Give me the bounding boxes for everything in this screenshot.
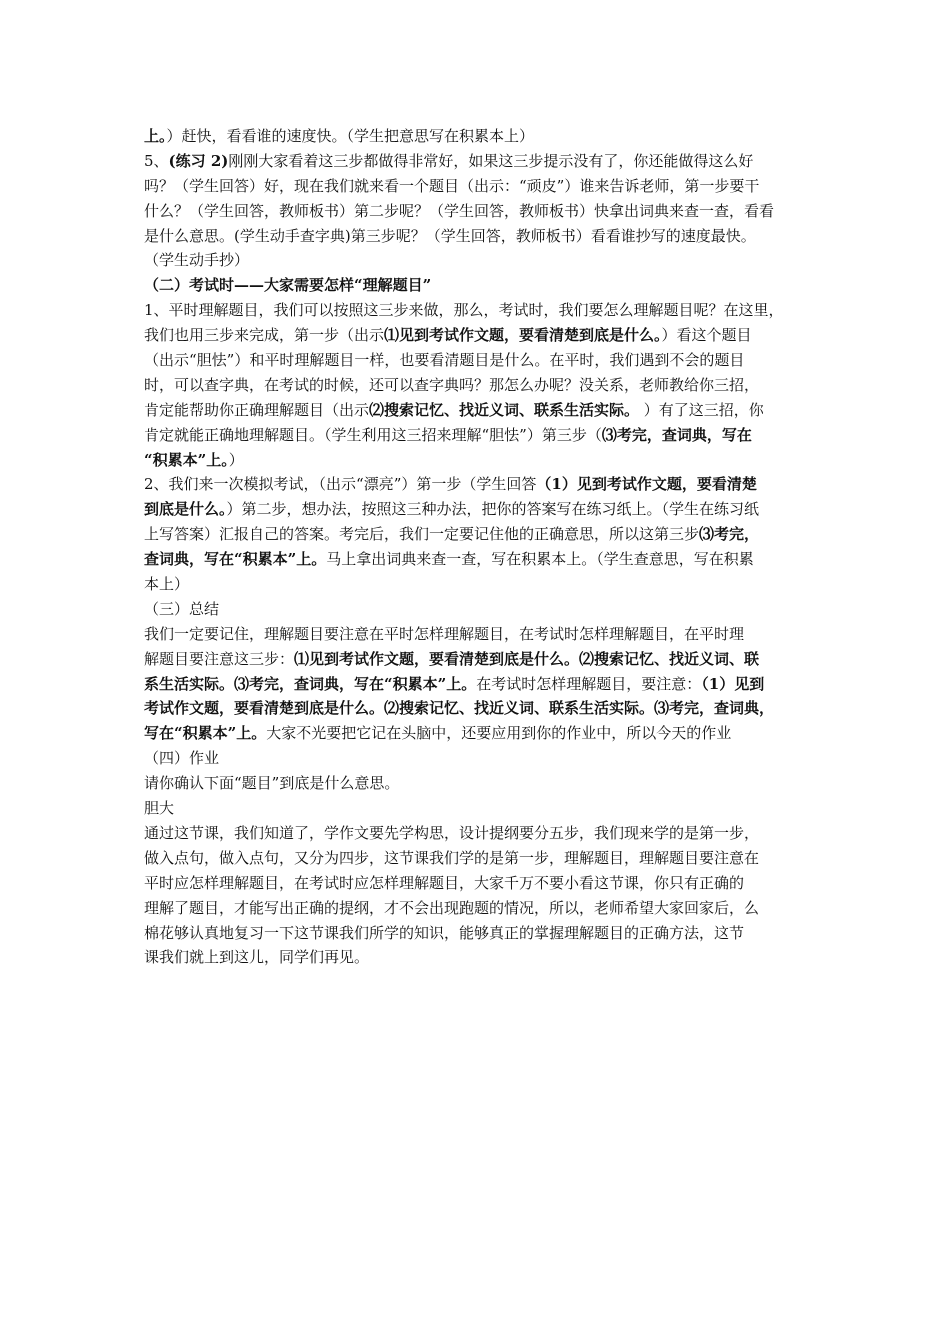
text-line: [144, 472, 810, 497]
text-line: [144, 298, 810, 323]
text-line: [144, 746, 810, 771]
text-line: [144, 398, 810, 423]
text-run: 什么？（学生回答，教师板书）第二步呢？（学生回答，教师板书）快拿出词典来查一查，看看: [144, 201, 775, 220]
text-run: 肯定能帮助你正确理解题目（出示: [144, 400, 370, 419]
text-line: [144, 622, 810, 647]
text-line: [144, 448, 810, 473]
text-line: [144, 846, 810, 871]
text-run: （三）总结: [144, 599, 220, 618]
text-run: 时，可以查字典，在考试的时候，还可以查字典吗？那怎么办呢？没关系，老师教给你三招，: [144, 375, 760, 394]
bold-text-run: 查词典，写在“积累本”上。: [144, 550, 327, 569]
text-run: （学生动手抄）: [144, 251, 250, 270]
text-run: 解题目要注意这三步：: [144, 649, 295, 668]
text-line: [144, 224, 810, 249]
text-line: [144, 174, 810, 199]
bold-text-run: 写在“积累本”上。: [144, 724, 267, 743]
bold-text-run: （1）见到: [701, 674, 765, 693]
bold-text-run: ⑴见到考试作文题，要看清楚到底是什么。⑵搜索记忆、找近义词、联: [294, 649, 760, 668]
text-run: ）: [228, 450, 244, 469]
text-line: [144, 647, 810, 672]
bold-text-run: ⑶考完，查词典，写在: [601, 425, 752, 444]
text-run: 刚刚大家看着这三步都做得非常好，如果这三步提示没有了，你还能做得这么好: [228, 151, 754, 170]
text-run: ）看这个题目: [661, 326, 752, 345]
text-run: 我们也用三步来完成，第一步（出示: [144, 326, 385, 345]
bold-text-run: （1）见到考试作文题，要看清楚: [536, 475, 757, 494]
text-line: [144, 921, 810, 946]
text-line: [144, 796, 810, 821]
text-run: 请你确认下面“题目”到底是什么意思。: [144, 774, 400, 793]
text-run: 通过这节课，我们知道了，学作文要先学构思，设计提纲要分五步，我们现来学的是第一步，: [144, 823, 760, 842]
bold-text-run: “积累本”上。: [144, 450, 229, 469]
bold-text-run: ⑵搜索记忆、找近义词、联系生活实际。: [369, 400, 640, 419]
text-run: 本上）: [144, 575, 190, 594]
text-run: 2、我们来一次模拟考试，（出示“漂亮”）第一步（学生回答: [144, 475, 537, 494]
text-run: ）赶快，看看谁的速度快。（学生把意思写在积累本上）: [166, 127, 535, 145]
text-run: （四）作业: [144, 749, 220, 768]
text-line: [144, 124, 810, 149]
text-line: [144, 348, 810, 373]
bold-text-run: 上。: [144, 127, 167, 145]
text-run: 我们一定要记住，理解题目要注意在平时怎样理解题目，在考试时怎样理解题目，在平时理: [144, 624, 745, 643]
text-line: [144, 896, 810, 921]
text-run: 在考试时怎样理解题目，要注意：: [476, 674, 702, 693]
text-line: [144, 373, 810, 398]
text-line: [144, 721, 810, 746]
text-line: [144, 199, 810, 224]
text-run: 平时应怎样理解题目，在考试时应怎样理解题目，大家千万不要小看这节课，你只有正确的: [144, 873, 745, 892]
document-body: [144, 124, 810, 970]
text-line: [144, 696, 810, 721]
text-run: 马上拿出词典来查一查，写在积累本上。（学生查意思，写在积累: [326, 550, 754, 569]
text-run: 大家不光要把它记在头脑中，还要应用到你的作业中，所以今天的作业: [266, 724, 732, 743]
text-line: [144, 597, 810, 622]
bold-text-run: ⑴见到考试作文题，要看清楚到底是什么。: [384, 326, 662, 345]
bold-text-run: ⑶考完，: [699, 525, 760, 544]
bold-text-run: (练习 2): [168, 151, 229, 170]
text-line: [144, 871, 810, 896]
text-run: 棉花够认真地复习一下这节课我们所学的知识，能够真正的掌握理解题目的正确方法，这节: [144, 923, 745, 942]
text-line: [144, 522, 810, 547]
text-line: [144, 821, 810, 846]
text-run: （出示“胆怯”）和平时理解题目一样，也要看清题目是什么。在平时，我们遇到不会的题目: [144, 351, 745, 370]
bold-text-run: （二）考试时——大家需要怎样“理解题目”: [144, 276, 432, 295]
text-run: 吗？（学生回答）好，现在我们就来看一个题目（出示：“顽皮”）谁来告诉老师，第一步要干: [144, 176, 760, 195]
bold-text-run: 系生活实际。⑶考完，查词典，写在“积累本”上。: [144, 674, 477, 693]
text-line: [144, 248, 810, 273]
text-line: [144, 771, 810, 796]
text-run: 肯定就能正确地理解题目。（学生利用这三招来理解“胆怯”）第三步（: [144, 425, 602, 444]
text-run: 胆大: [144, 799, 175, 818]
text-line: [144, 273, 810, 298]
text-line: [144, 149, 810, 174]
text-run: 做入点句，做入点句，又分为四步，这节课我们学的是第一步，理解题目，理解题目要注意在: [144, 848, 760, 867]
text-run: 上写答案）汇报自己的答案。考完后，我们一定要记住他的正确意思，所以这第三步: [144, 525, 700, 544]
text-line: [144, 672, 810, 697]
text-run: ）第二步，想办法，按照这三种办法，把你的答案写在练习纸上。（学生在练习纸: [226, 500, 760, 519]
bold-text-run: 考试作文题，要看清楚到底是什么。⑵搜索记忆、找近义词、联系生活实际。⑶考完，查词典，: [144, 699, 775, 718]
text-line: [144, 945, 810, 970]
text-line: [144, 572, 810, 597]
text-run: ）有了这三招，你: [639, 400, 764, 419]
text-line: [144, 323, 810, 348]
text-run: 课我们就上到这儿，同学们再见。: [144, 948, 370, 967]
text-line: [144, 497, 810, 522]
text-run: 5、: [144, 151, 169, 170]
text-run: 是什么意思。(学生动手查字典)第三步呢？（学生回答，教师板书）看看谁抄写的速度最快。: [144, 226, 756, 245]
text-run: 1、平时理解题目，我们可以按照这三步来做，那么，考试时，我们要怎么理解题目呢？在这里，: [144, 301, 784, 320]
bold-text-run: 到底是什么。: [144, 500, 227, 519]
text-line: [144, 547, 810, 572]
text-run: 理解了题目，才能写出正确的提纲，才不会出现跑题的情况，所以，老师希望大家回家后，么: [144, 898, 760, 917]
text-line: [144, 423, 810, 448]
